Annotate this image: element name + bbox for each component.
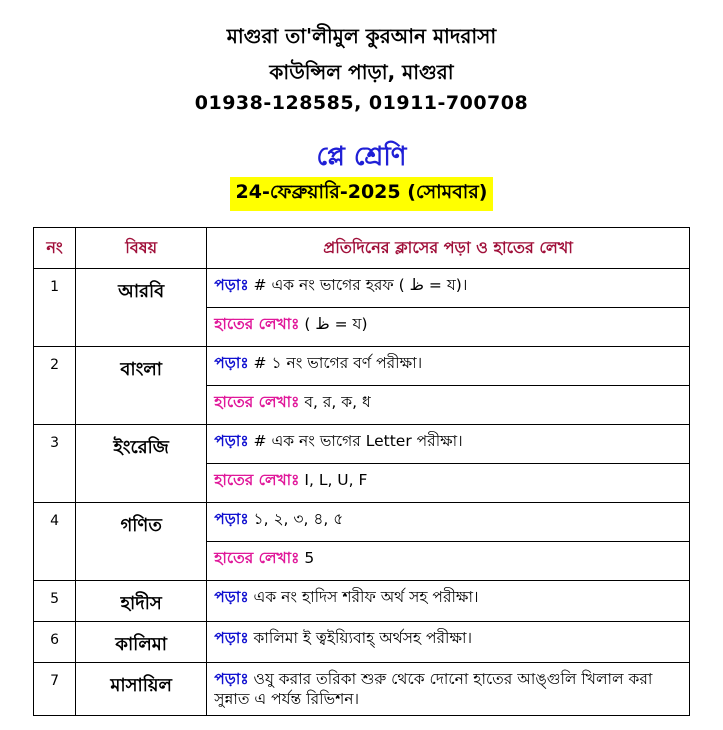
write-text: 5 bbox=[304, 549, 315, 567]
row-reading bbox=[207, 503, 690, 542]
institution-name: মাগুরা তা'লীমুল কুরআন মাদরাসা bbox=[226, 24, 497, 48]
row-number: 1 bbox=[34, 269, 76, 347]
class-title: প্লে শ্রেণি bbox=[316, 142, 407, 172]
table-row bbox=[34, 622, 690, 663]
row-reading bbox=[207, 269, 690, 308]
row-subject: ইংরেজি bbox=[76, 425, 207, 503]
row-subject: হাদীস bbox=[76, 581, 207, 622]
write-text: ব, র, ক, ধ bbox=[304, 393, 371, 411]
table-row bbox=[34, 663, 690, 716]
table-row bbox=[34, 269, 690, 308]
row-writing bbox=[207, 308, 690, 347]
table-row bbox=[34, 425, 690, 464]
table-row bbox=[34, 347, 690, 386]
row-number: 7 bbox=[34, 663, 76, 716]
read-label: পড়াঃ bbox=[214, 588, 249, 606]
read-text: # এক নং ভাগের হরফ ( ظ = য)। bbox=[253, 276, 468, 294]
row-number: 2 bbox=[34, 347, 76, 425]
row-reading bbox=[207, 622, 690, 663]
write-label: হাতের লেখাঃ bbox=[214, 549, 300, 567]
row-writing bbox=[207, 386, 690, 425]
row-reading bbox=[207, 347, 690, 386]
header-details: প্রতিদিনের ক্লাসের পড়া ও হাতের লেখা bbox=[207, 228, 690, 269]
read-label: পড়াঃ bbox=[214, 670, 249, 688]
read-label: পড়াঃ bbox=[214, 354, 249, 372]
row-reading bbox=[207, 425, 690, 464]
row-number: 3 bbox=[34, 425, 76, 503]
read-label: পড়াঃ bbox=[214, 276, 249, 294]
table-row bbox=[34, 581, 690, 622]
row-reading bbox=[207, 581, 690, 622]
row-number: 4 bbox=[34, 503, 76, 581]
row-subject: মাসায়িল bbox=[76, 663, 207, 716]
write-text: I, L, U, F bbox=[304, 471, 368, 489]
read-text: এক নং হাদিস শরীফ অর্থ সহ পরীক্ষা। bbox=[253, 588, 479, 606]
row-subject: বাংলা bbox=[76, 347, 207, 425]
institution-address: কাউন্সিল পাড়া, মাগুরা bbox=[269, 60, 454, 84]
row-writing bbox=[207, 464, 690, 503]
row-number: 5 bbox=[34, 581, 76, 622]
table-header-row bbox=[34, 228, 690, 269]
row-reading bbox=[207, 663, 690, 716]
row-subject: গণিত bbox=[76, 503, 207, 581]
class-schedule-table bbox=[33, 227, 690, 716]
table-row bbox=[34, 503, 690, 542]
header-subject: বিষয় bbox=[76, 228, 207, 269]
date-banner bbox=[0, 177, 723, 211]
row-subject: আরবি bbox=[76, 269, 207, 347]
row-subject: কালিমা bbox=[76, 622, 207, 663]
write-label: হাতের লেখাঃ bbox=[214, 471, 300, 489]
read-text: ১, ২, ৩, ৪, ৫ bbox=[253, 510, 344, 528]
read-text: # এক নং ভাগের Letter পরীক্ষা। bbox=[253, 432, 463, 450]
row-writing bbox=[207, 542, 690, 581]
read-text: # ১ নং ভাগের বর্ণ পরীক্ষা। bbox=[253, 354, 423, 372]
contact-phones: 01938-128585, 01911-700708 bbox=[194, 92, 529, 114]
read-label: পড়াঃ bbox=[214, 629, 249, 647]
read-label: পড়াঃ bbox=[214, 432, 249, 450]
date-label: 24-ফেব্রুয়ারি-2025 (সোমবার) bbox=[230, 177, 494, 211]
header-no: নং bbox=[34, 228, 76, 269]
row-number: 6 bbox=[34, 622, 76, 663]
write-label: হাতের লেখাঃ bbox=[214, 315, 300, 333]
read-text: কালিমা ই ত্বইয়্যিবাহ্‌ অর্থসহ পরীক্ষা। bbox=[253, 629, 473, 647]
write-label: হাতের লেখাঃ bbox=[214, 393, 300, 411]
write-text: ( ظ = য) bbox=[304, 315, 368, 333]
read-text: ওযু করার তরিকা শুরু থেকে দোনো হাতের আঙ্গুলি খিলাল করা সুন্নাত এ পর্যন্ত রিভিশন। bbox=[214, 670, 653, 708]
read-label: পড়াঃ bbox=[214, 510, 249, 528]
